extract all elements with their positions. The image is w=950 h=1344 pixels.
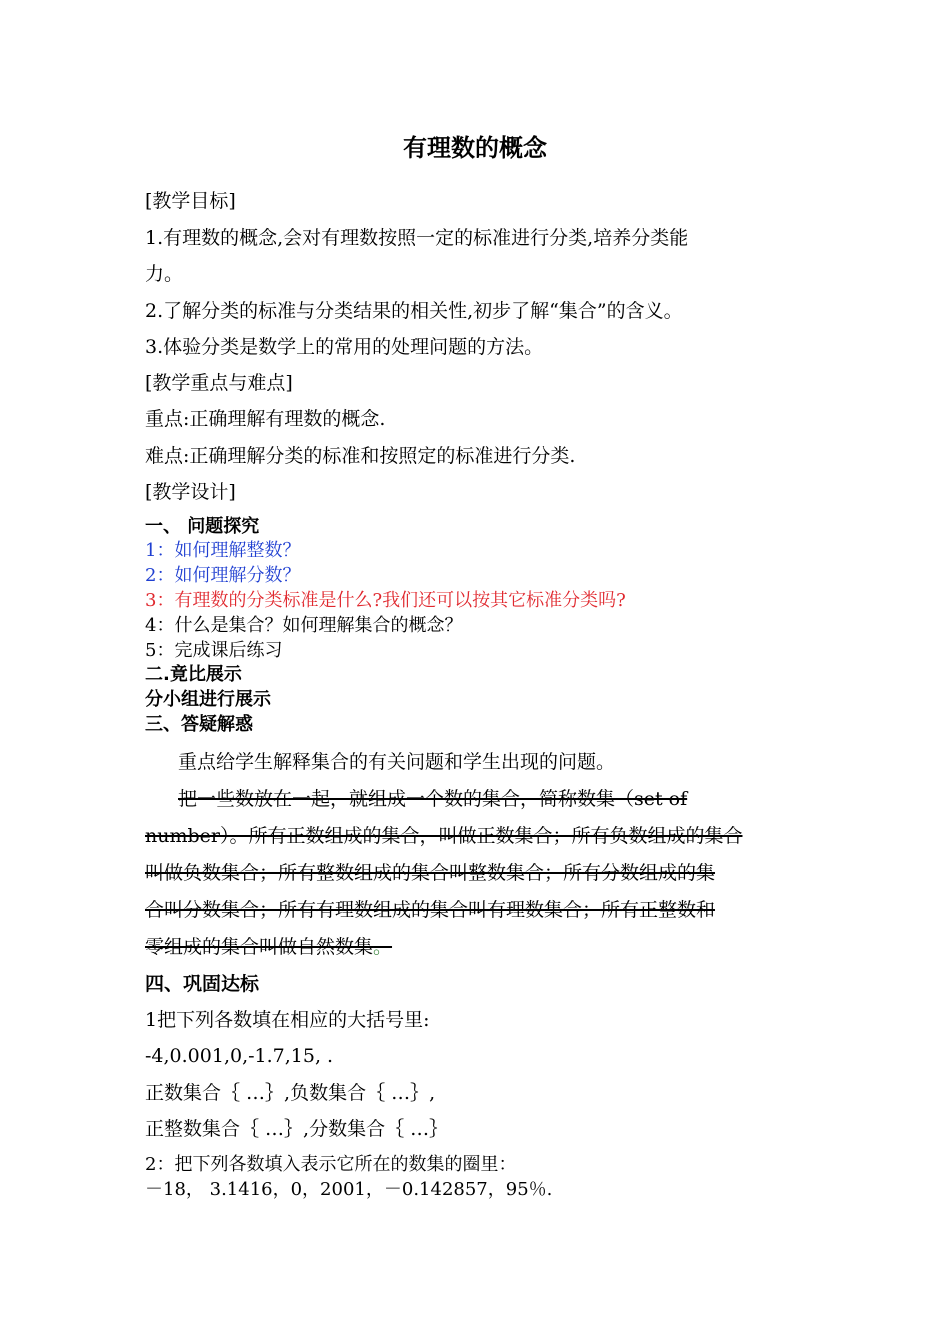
part-2-heading: 二.竟比展示 [145,664,242,685]
key-points-heading: [教学重点与难点] [145,372,293,394]
exercise-2: 2：把下列各数填入表示它所在的数集的圈里： [145,1154,517,1175]
exercise-1-numbers: -4,0.001,0,-1.7,15, . [145,1045,334,1067]
goal-1-line-1: 1.有理数的概念,会对有理数按照一定的标准进行分类,培养分类能 [145,227,689,249]
question-2: 2：如何理解分数？ [145,565,301,586]
question-1: 1：如何理解整数？ [145,540,301,561]
part-1-heading: 一、 问题探究 [145,516,260,537]
part-4-heading: 四、巩固达标 [145,973,260,995]
goal-3: 3.体验分类是数学上的常用的处理问题的方法。 [145,336,544,358]
struck-line-3: 叫做负数集合；所有整数组成的集合叫整数集合；所有分数组成的集 [145,862,716,884]
struck-line-5-text: 零组成的集合叫做自然数集 [145,936,374,958]
part-3-text: 重点给学生解释集合的有关问题和学生出现的问题。 [178,751,616,773]
teaching-goals-heading: [教学目标] [145,190,236,212]
struck-line-4: 合叫分数集合；所有有理数组成的集合叫有理数集合；所有正整数和 [145,899,716,921]
goal-1-line-2: 力。 [145,263,184,285]
struck-line-2: number）。所有正数组成的集合，叫做正数集合；所有负数组成的集合 [145,825,743,847]
part-2-subheading: 分小组进行展示 [145,689,271,710]
struck-line-5 [145,935,392,959]
exercise-1: 1把下列各数填在相应的大括号里: [145,1009,430,1031]
difficulty-point: 难点:正确理解分类的标准和按照定的标准进行分类. [145,445,576,467]
page-title: 有理数的概念 [403,134,547,162]
goal-2: 2.了解分类的标准与分类结果的相关性,初步了解“集合”的含义。 [145,300,683,322]
key-point: 重点:正确理解有理数的概念. [145,408,386,430]
exercise-1-sets-line-1: 正数集合｛ …｝,负数集合｛ …｝, [145,1082,436,1104]
teaching-design-heading: [教学设计] [145,481,236,503]
struck-line-5-period: 。 [373,936,393,958]
question-3: 3：有理数的分类标准是什么?我们还可以按其它标准分类吗? [145,590,626,611]
struck-line-1: 把一些数放在一起，就组成一个数的集合，简称数集（set of [178,788,688,810]
part-3-heading: 三、答疑解惑 [145,714,253,735]
exercise-1-sets-line-2: 正整数集合｛ …｝,分数集合｛ …｝ [145,1118,449,1140]
exercise-2-numbers: －18， 3.1416，0，2001，－0.142857，95％. [145,1179,553,1200]
question-5: 5：完成课后练习 [145,640,283,661]
question-4: 4：什么是集合？如何理解集合的概念？ [145,615,463,636]
